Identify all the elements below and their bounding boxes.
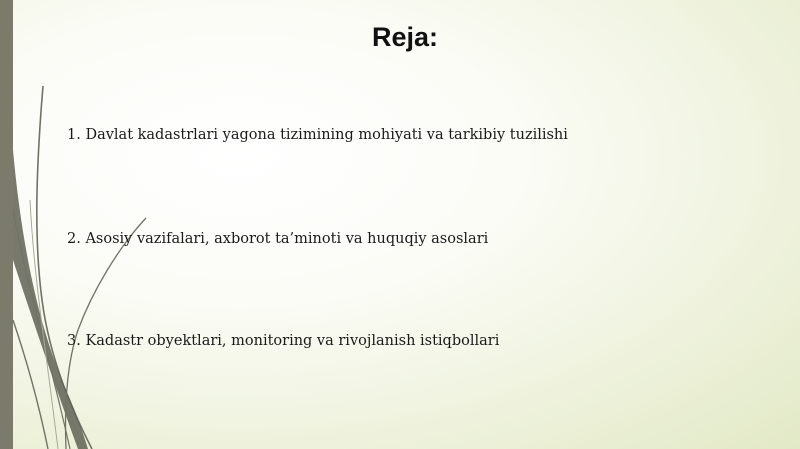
agenda-item-3: 3. Kadastr obyektlari, monitoring va rivojlanish istiqbollari — [67, 333, 500, 349]
agenda-item-2: 2. Asosiy vazifalari, axborot ta’minoti va huquqiy asoslari — [67, 231, 489, 247]
slide-title: Reja: — [371, 22, 439, 52]
grass-blade-wide — [13, 150, 88, 449]
grass-blade-faint — [30, 200, 58, 449]
agenda-item-1: 1. Davlat kadastrlari yagona tizimining mohiyati va tarkibiy tuzilishi — [67, 127, 568, 143]
